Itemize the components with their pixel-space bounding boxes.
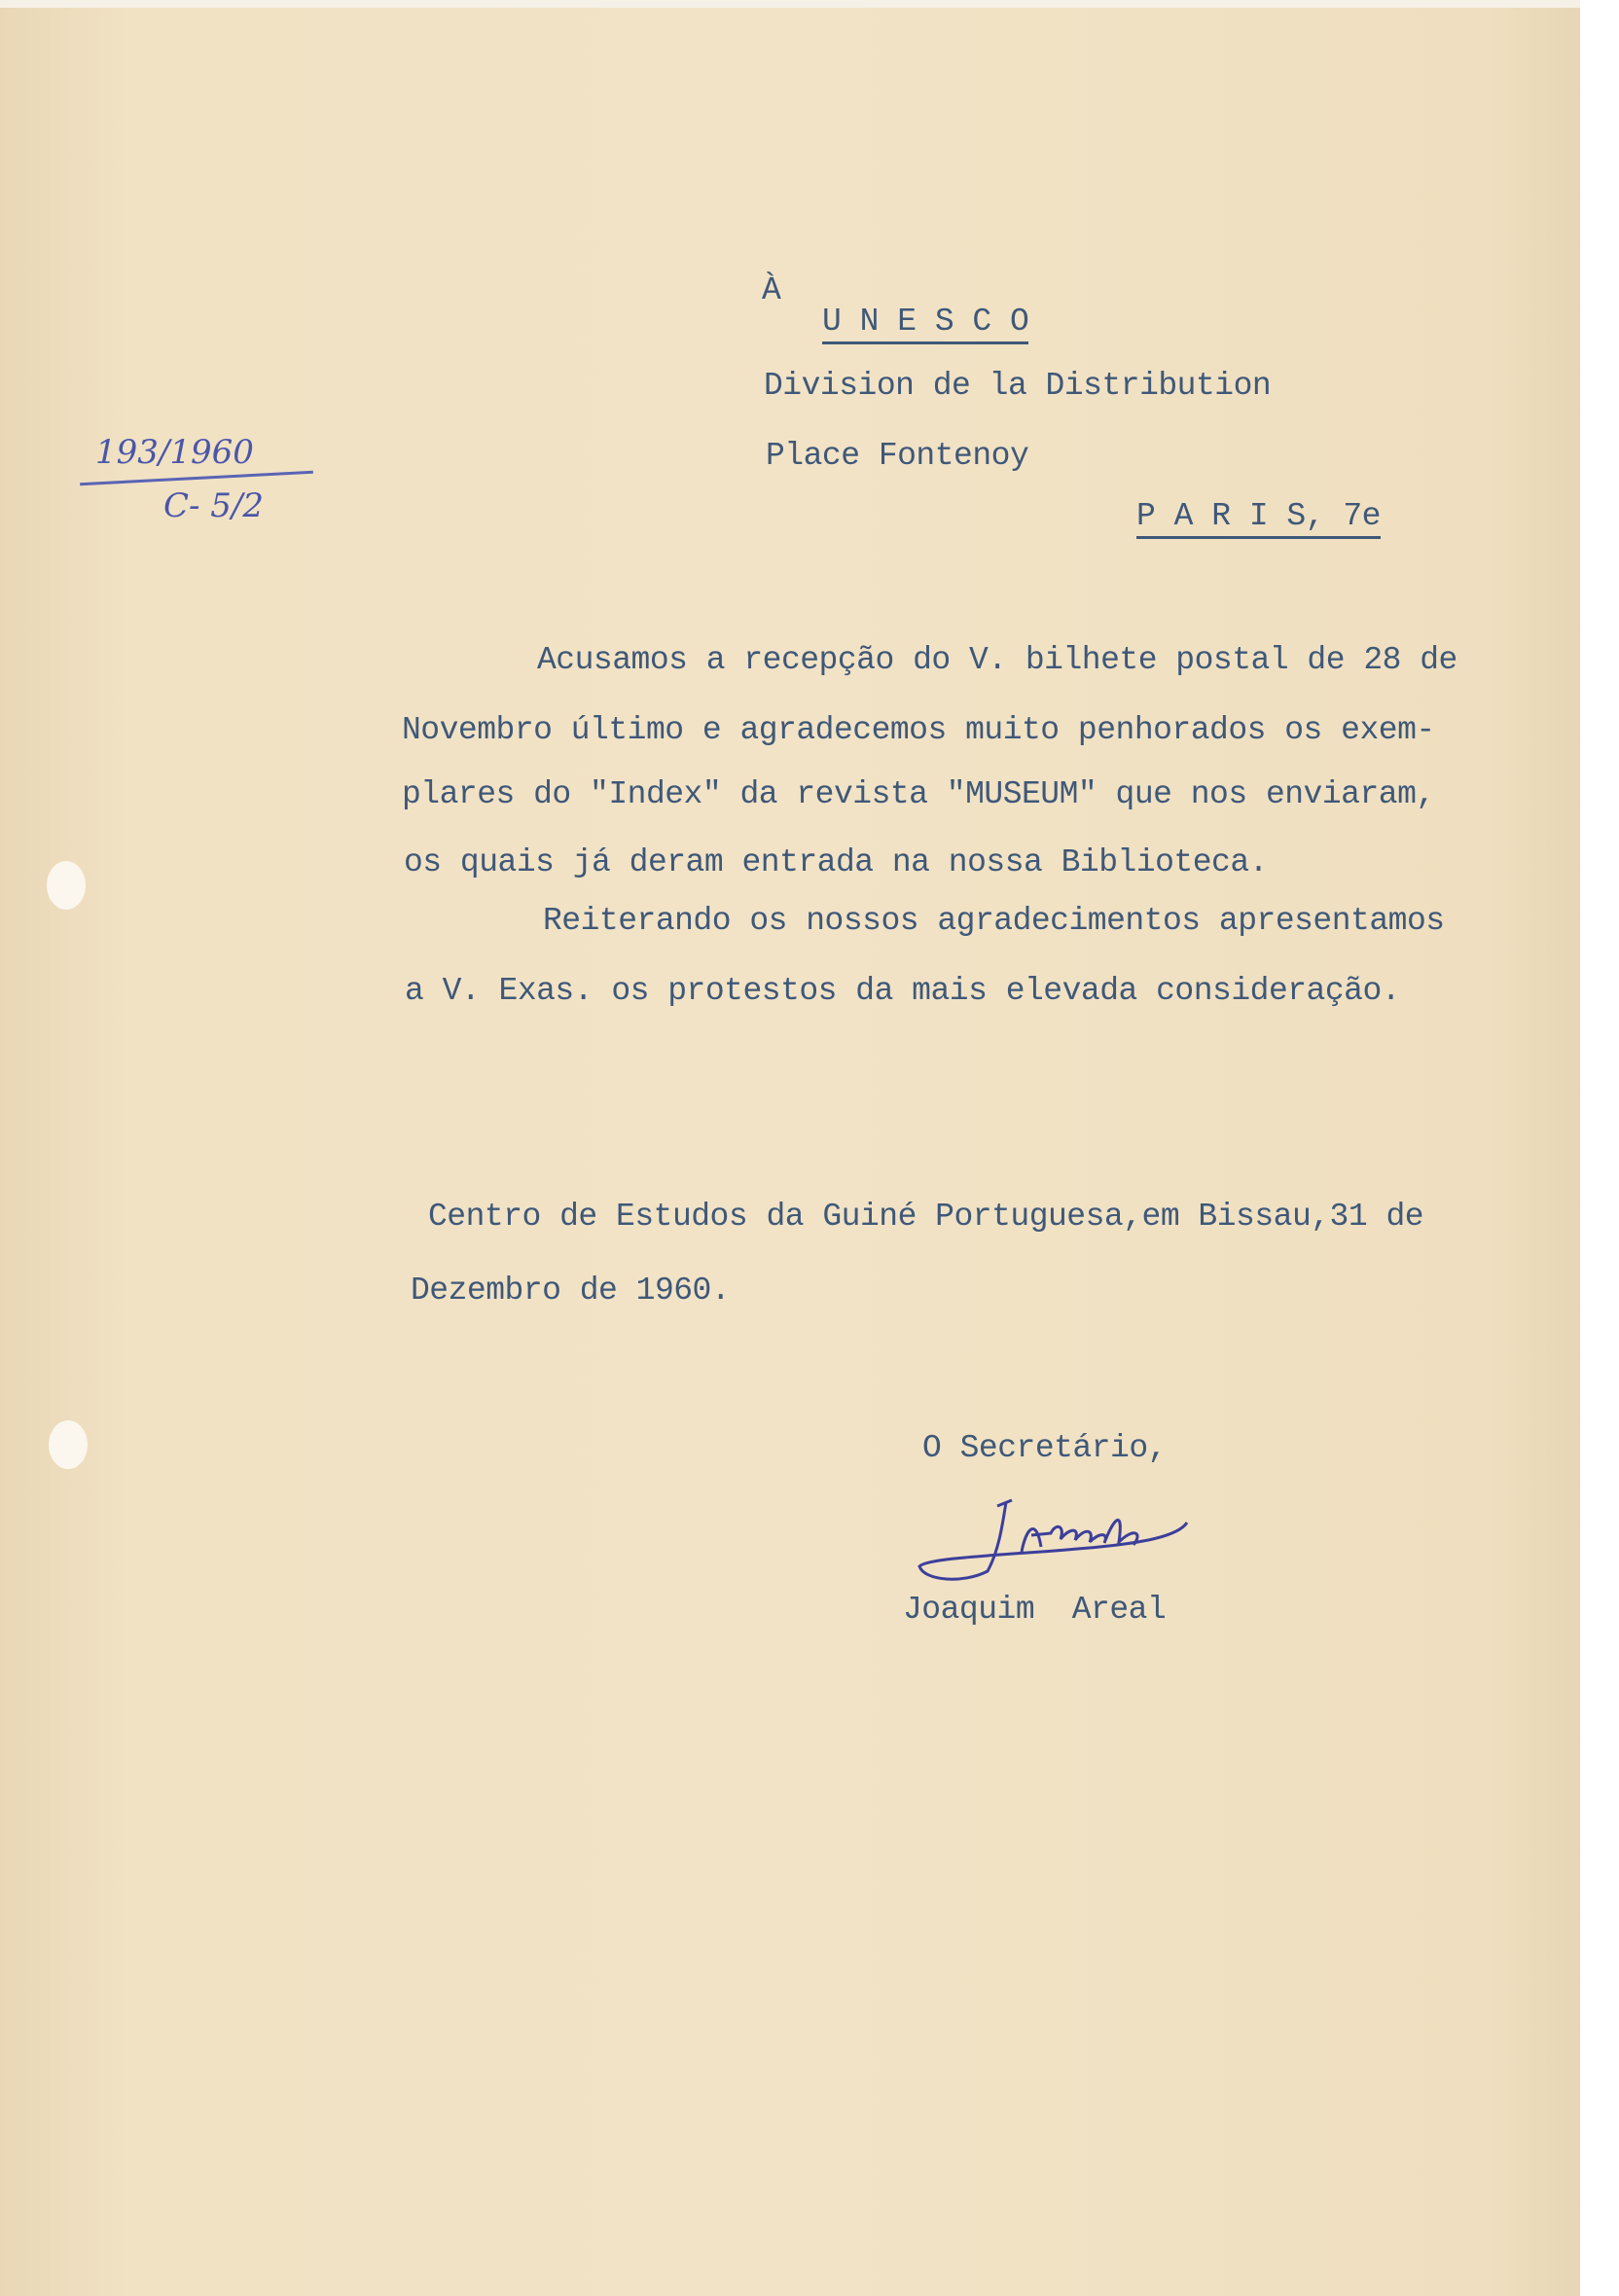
- recipient-org: U N E S C O: [822, 304, 1028, 344]
- reference-divider: [80, 471, 313, 486]
- recipient-city: P A R I S, 7e: [1136, 498, 1381, 539]
- punch-hole: [47, 861, 86, 910]
- body-line: Acusamos a recepção do V. bilhete postal de 28 de: [537, 642, 1457, 678]
- signatory-name: Joaquim Areal: [903, 1592, 1167, 1628]
- body-line: plares do "Index" da revista "MUSEUM" que nos enviaram,: [402, 776, 1435, 812]
- body-line: Novembro último e agradecemos muito penhorados os exem-: [402, 712, 1435, 748]
- body-line: Reiterando os nossos agradecimentos apresentamos: [543, 903, 1445, 939]
- recipient-street: Place Fontenoy: [766, 438, 1029, 474]
- place-date-line: Dezembro de 1960.: [411, 1273, 731, 1309]
- place-date-line: Centro de Estudos da Guiné Portuguesa,em Bissau,31 de: [428, 1199, 1424, 1235]
- paper-right-edge: [1580, 0, 1619, 2296]
- signatory-title: O Secretário,: [922, 1430, 1167, 1466]
- reference-code: C- 5/2: [163, 486, 265, 525]
- recipient-division: Division de la Distribution: [764, 368, 1272, 404]
- body-line: a V. Exas. os protestos da mais elevada consideração.: [405, 973, 1401, 1009]
- reference-number: 193/1960: [95, 433, 254, 472]
- paper-top-edge: [0, 0, 1619, 8]
- recipient-prefix: À: [762, 272, 781, 308]
- handwritten-signature: [905, 1479, 1197, 1591]
- punch-hole: [49, 1420, 88, 1469]
- body-line: os quais já deram entrada na nossa Biblioteca.: [404, 844, 1268, 880]
